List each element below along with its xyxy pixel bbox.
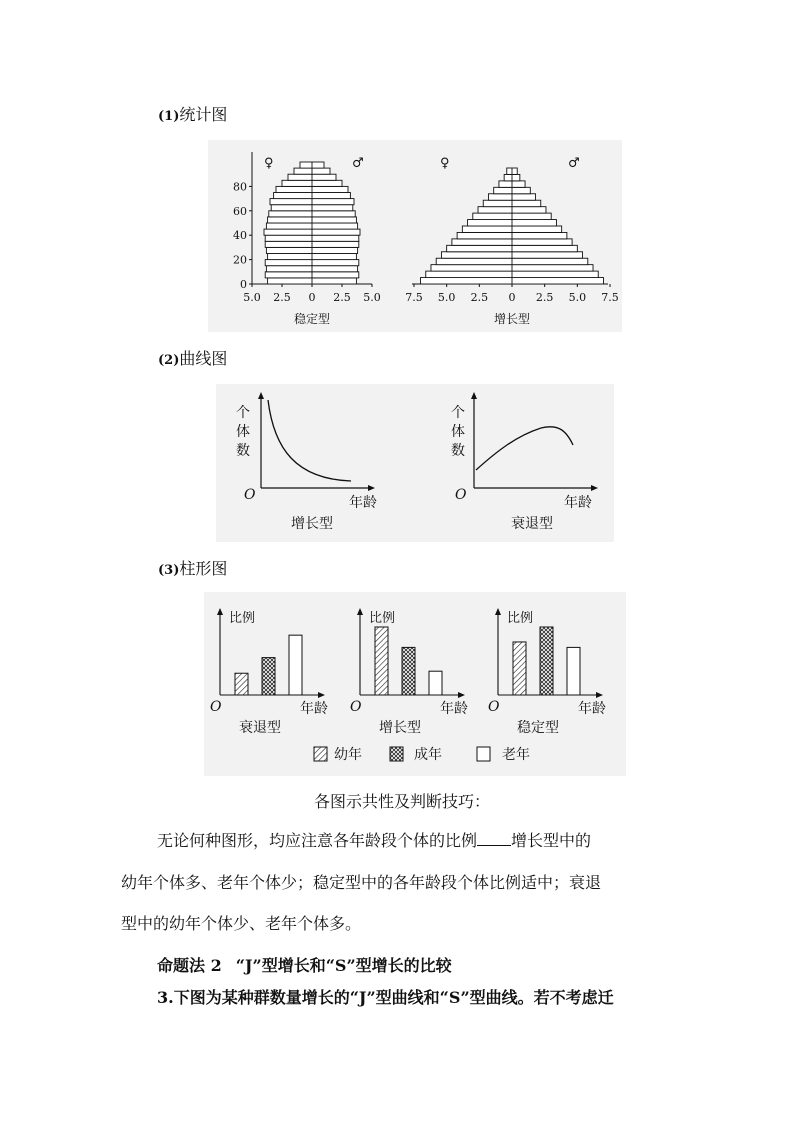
legend-swatch-adult	[390, 747, 403, 761]
stable-x-tick-label: 2.5	[333, 291, 351, 304]
growing-x-tick-label: 2.5	[535, 291, 554, 304]
curve-figure	[216, 384, 614, 542]
paragraph-line-3: 型中的幼年个体少、老年个体多。	[121, 914, 362, 933]
paragraph-line-1: 无论何种图形，均应注意各年龄段个体的比例 增长型中的	[157, 831, 592, 850]
growing-x-tick-label: 5.0	[437, 291, 456, 304]
male-symbol-left: ♂	[352, 156, 364, 171]
growing-curve	[268, 400, 351, 481]
bar-elderly	[289, 635, 302, 695]
right-y-arrow-icon	[471, 392, 477, 399]
stable-x-tick-label: 5.0	[363, 291, 381, 304]
fill-in-blank[interactable]	[477, 831, 511, 846]
declining-curve	[476, 427, 573, 470]
stable-x-tick-label: 5.0	[243, 291, 261, 304]
bar-chart-x-arrow-icon	[458, 692, 465, 698]
bar-adult	[540, 627, 553, 695]
bar-chart-xlabel: 年龄	[300, 701, 328, 717]
bar-chart-x-arrow-icon	[596, 692, 603, 698]
paragraph-line-2: 幼年个体多、老年个体少；稳定型中的各年龄段个体比例适中；衰退	[121, 873, 602, 892]
pyramid-figure	[208, 140, 622, 332]
right-ylabel-char-3: 数	[451, 443, 465, 459]
bar-chart-xlabel: 年龄	[578, 701, 606, 717]
stable-pyramid-caption: 稳定型	[293, 312, 331, 326]
stable-pyramid	[233, 152, 381, 304]
bar-chart-caption: 增长型	[379, 720, 421, 736]
growing-x-tick-label: 7.5	[405, 291, 423, 304]
section-3-title: (3)柱形图	[158, 559, 228, 578]
stable-y-tick-label: 40	[233, 229, 247, 243]
bar-chart-y-arrow-icon	[357, 608, 363, 615]
bar-chart-origin: O	[210, 699, 222, 715]
techniques-heading: 各图示共性及判断技巧：	[314, 792, 491, 811]
stable-y-tick-label: 0	[240, 278, 247, 291]
growing-x-tick-label: 0	[508, 291, 516, 304]
bar-chart-origin: O	[350, 699, 362, 715]
left-x-arrow-icon	[368, 485, 375, 491]
right-origin-label: O	[455, 487, 467, 503]
right-ylabel-char-2: 体	[451, 424, 465, 440]
section-2-title: (2)曲线图	[158, 349, 228, 368]
bar-chart-x-arrow-icon	[318, 692, 325, 698]
growing-pyramid	[405, 168, 619, 304]
growing-x-tick-label: 7.5	[601, 291, 619, 304]
bar-chart-y-arrow-icon	[495, 608, 501, 615]
method-heading: 命题法 2 “J”型增长和“S”型增长的比较	[157, 956, 452, 975]
bar-chart-xlabel: 年龄	[440, 701, 468, 717]
legend-label-juvenile: 幼年	[334, 747, 362, 763]
bar-adult	[402, 647, 415, 695]
stable-x-tick-label: 0	[308, 291, 316, 304]
left-ylabel-char-2: 体	[236, 424, 250, 440]
bar-chart-y-arrow-icon	[217, 608, 223, 615]
left-ylabel-char-3: 数	[236, 443, 250, 459]
stable-x-tick-label: 2.5	[273, 291, 291, 304]
bar-juvenile	[513, 642, 526, 695]
growing-x-tick-label: 5.0	[568, 291, 587, 304]
left-curve-caption: 增长型	[291, 516, 333, 532]
legend-swatch-elderly	[477, 747, 490, 761]
question-3: 3.下图为某种群数量增长的“J”型曲线和“S”型曲线。若不考虑迁	[157, 988, 614, 1007]
right-curve-caption: 衰退型	[511, 516, 553, 532]
female-symbol-left: ♀	[264, 156, 274, 171]
bar-juvenile	[235, 673, 248, 695]
growing-x-tick-label: 2.5	[470, 291, 489, 304]
left-origin-label: O	[244, 487, 256, 503]
bar-chart-caption: 稳定型	[517, 720, 559, 736]
section-1-title: (1)统计图	[158, 105, 228, 124]
right-xlabel: 年龄	[564, 495, 592, 511]
bar-figure	[204, 592, 626, 776]
growing-pyramid-caption: 增长型	[493, 312, 531, 326]
stable-y-tick-label: 60	[233, 204, 247, 218]
female-symbol-right: ♀	[440, 156, 450, 171]
legend-swatch-juvenile	[314, 747, 327, 761]
stable-y-tick-label: 80	[233, 180, 247, 194]
male-symbol-right: ♂	[568, 156, 580, 171]
bar-elderly	[567, 647, 580, 695]
stable-y-tick-label: 20	[233, 253, 247, 267]
bar-chart-ylabel: 比例	[369, 611, 396, 626]
left-y-arrow-icon	[258, 392, 264, 399]
right-ylabel-char-1: 个	[451, 405, 465, 421]
bar-adult	[262, 658, 275, 695]
bar-charts	[210, 608, 606, 736]
legend-label-adult: 成年	[414, 747, 442, 763]
bar-chart-origin: O	[488, 699, 500, 715]
bar-chart-ylabel: 比例	[507, 611, 534, 626]
bar-elderly	[429, 671, 442, 695]
bar-juvenile	[375, 627, 388, 695]
bar-chart-caption: 衰退型	[239, 720, 281, 736]
bar-chart-ylabel: 比例	[229, 611, 256, 626]
left-xlabel: 年龄	[349, 495, 377, 511]
legend-label-elderly: 老年	[502, 747, 530, 763]
right-x-arrow-icon	[591, 485, 598, 491]
left-ylabel-char-1: 个	[236, 405, 250, 421]
